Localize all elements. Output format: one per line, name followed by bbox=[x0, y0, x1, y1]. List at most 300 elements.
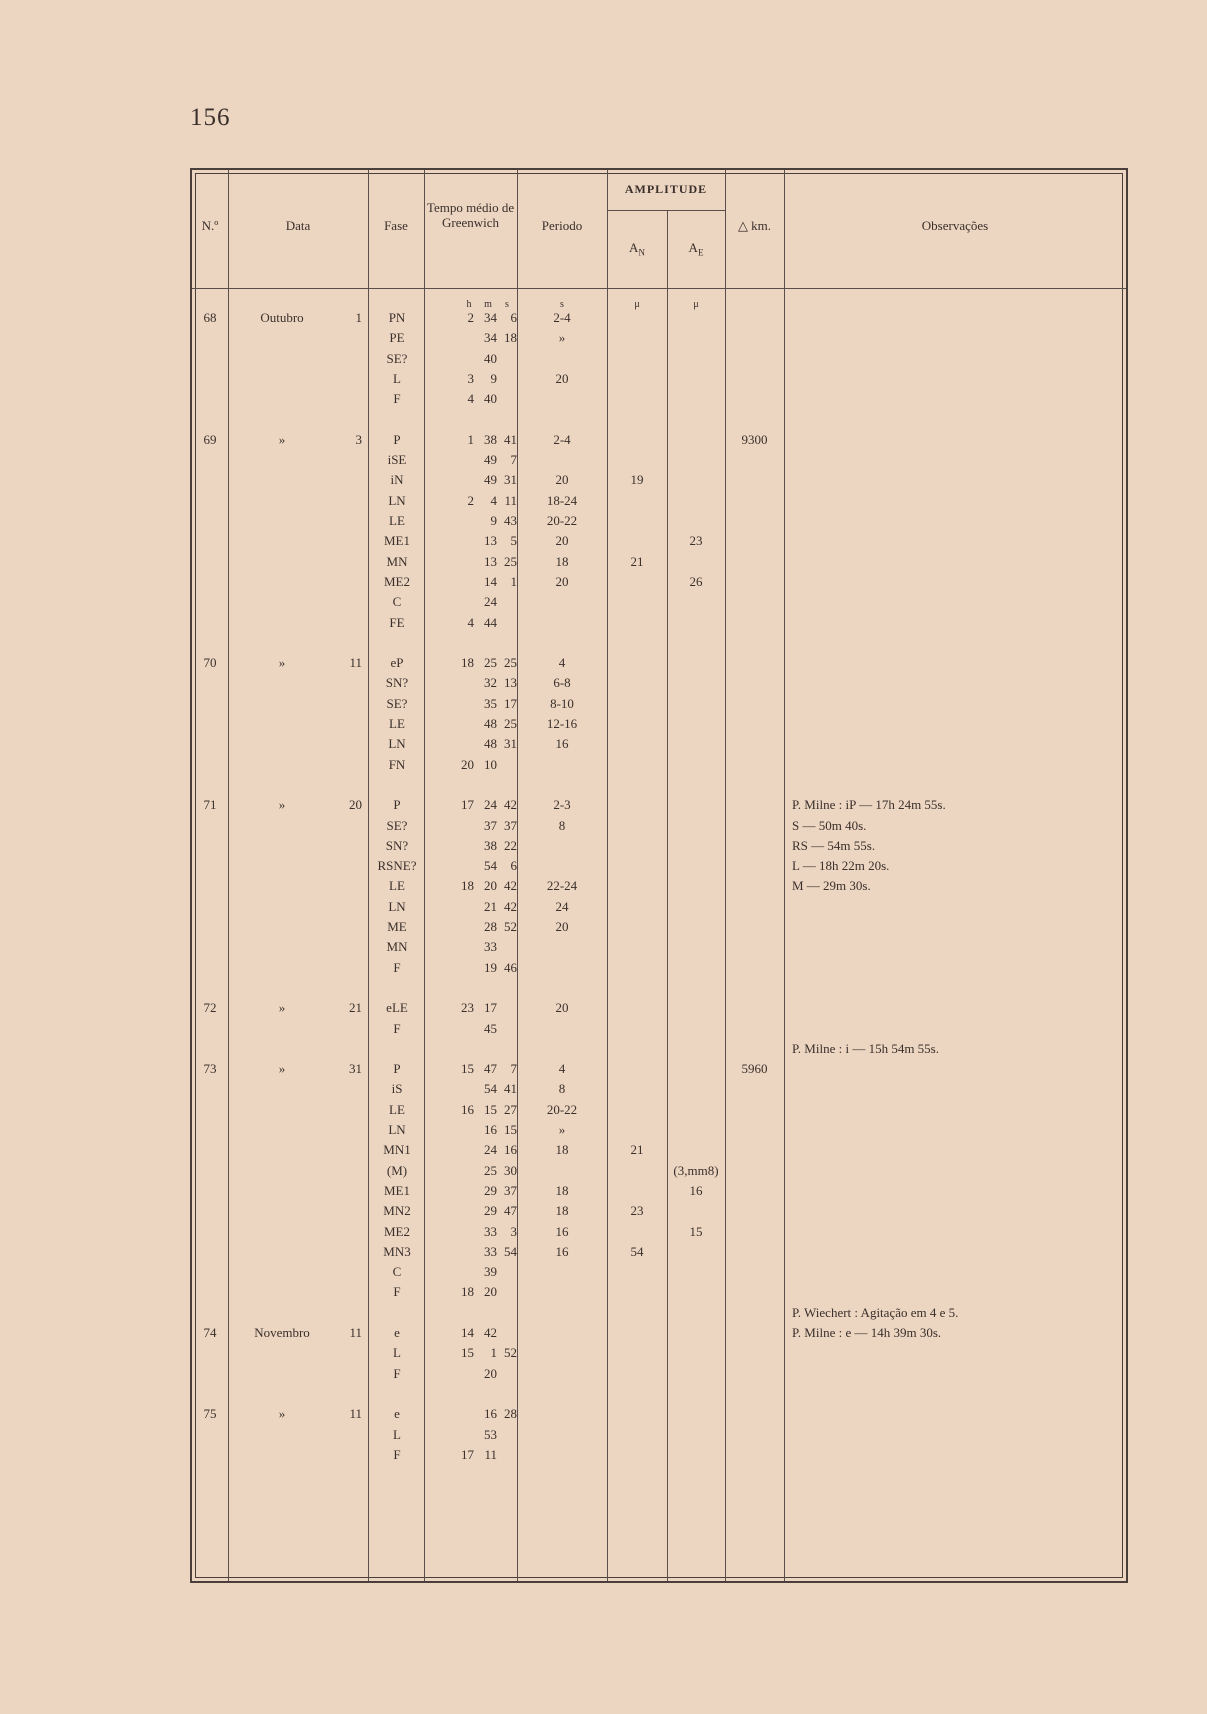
cell-m: 4 bbox=[490, 492, 497, 508]
cell-m: 16 bbox=[484, 1122, 497, 1137]
cell-fase: FE bbox=[389, 614, 405, 630]
table-row bbox=[192, 1140, 784, 1160]
cell-km: 9300 bbox=[741, 431, 768, 447]
cell-m: 28 bbox=[484, 919, 497, 934]
table-row bbox=[192, 349, 784, 369]
cell-s: 46 bbox=[504, 959, 517, 975]
cell-an: 21 bbox=[630, 1142, 644, 1158]
table-row bbox=[192, 1282, 784, 1302]
cell-h: 2 bbox=[467, 492, 474, 508]
cell-h: 23 bbox=[461, 1000, 474, 1016]
cell-h: 14 bbox=[461, 1325, 474, 1340]
cell-s: 7 bbox=[510, 1061, 517, 1077]
table-row bbox=[192, 876, 784, 896]
cell-m: 32 bbox=[484, 675, 497, 691]
cell-fase: RSNE? bbox=[377, 858, 417, 874]
cell-per: 2-3 bbox=[553, 797, 571, 813]
observation-line: L — 18h 22m 20s. bbox=[792, 858, 890, 874]
header-fase: Fase bbox=[384, 218, 408, 233]
cell-s: 28 bbox=[504, 1406, 517, 1422]
cell-m: 29 bbox=[484, 1182, 497, 1198]
cell-fase: e bbox=[394, 1406, 400, 1422]
cell-s: 52 bbox=[504, 919, 517, 934]
cell-mes: Novembro bbox=[254, 1325, 310, 1340]
cell-dia: 1 bbox=[355, 310, 362, 325]
cell-dia: 20 bbox=[349, 797, 362, 813]
cell-no: 69 bbox=[203, 431, 217, 447]
table-row bbox=[192, 470, 784, 490]
cell-fase: F bbox=[393, 1365, 401, 1381]
cell-per: 22-24 bbox=[546, 878, 578, 894]
cell-fase: SE? bbox=[386, 817, 408, 833]
cell-fase: LN bbox=[388, 492, 406, 508]
cell-s: 6 bbox=[510, 310, 517, 325]
cell-h: 16 bbox=[461, 1101, 474, 1117]
table-row bbox=[192, 653, 784, 673]
cell-h: 17 bbox=[461, 797, 474, 813]
cell-an: 23 bbox=[630, 1203, 644, 1219]
cell-fase: C bbox=[392, 1264, 402, 1280]
cell-h: 15 bbox=[461, 1061, 474, 1077]
cell-s: 43 bbox=[504, 513, 517, 528]
cell-m: 25 bbox=[484, 655, 497, 671]
cell-fase: MN2 bbox=[383, 1203, 411, 1219]
cell-fase: F bbox=[393, 391, 401, 407]
cell-no: 68 bbox=[203, 310, 217, 325]
cell-per: 20 bbox=[555, 533, 569, 549]
table-row bbox=[192, 369, 784, 389]
cell-ae: (3,mm8) bbox=[673, 1162, 719, 1178]
cell-h: 4 bbox=[467, 391, 474, 407]
table-row bbox=[192, 673, 784, 693]
cell-per: 20 bbox=[555, 919, 569, 934]
cell-m: 38 bbox=[484, 431, 497, 447]
cell-mes: » bbox=[278, 1061, 286, 1077]
table-row bbox=[192, 1201, 784, 1221]
cell-per: 20 bbox=[555, 472, 569, 488]
cell-per: 2-4 bbox=[553, 431, 571, 447]
table-row bbox=[192, 592, 784, 612]
cell-m: 13 bbox=[484, 533, 497, 549]
cell-fase: LN bbox=[388, 1122, 406, 1137]
table-row bbox=[192, 1181, 784, 1201]
cell-m: 20 bbox=[484, 878, 497, 894]
cell-an: 19 bbox=[630, 472, 644, 488]
cell-m: 40 bbox=[484, 350, 497, 366]
cell-s: 16 bbox=[504, 1142, 517, 1158]
cell-per: 18 bbox=[555, 1203, 569, 1219]
header-an-sub: N bbox=[638, 247, 645, 258]
cell-mes: » bbox=[278, 1000, 286, 1016]
cell-m: 20 bbox=[484, 1365, 497, 1381]
cell-fase: e bbox=[394, 1325, 400, 1340]
cell-fase: P bbox=[393, 1061, 401, 1077]
cell-fase: ME1 bbox=[384, 1182, 410, 1198]
cell-per: » bbox=[558, 1122, 566, 1137]
table-row bbox=[192, 958, 784, 978]
cell-per: 20 bbox=[555, 370, 569, 386]
cell-s: 5 bbox=[510, 533, 517, 549]
cell-m: 29 bbox=[484, 1203, 497, 1219]
table-row bbox=[192, 1120, 784, 1140]
cell-fase: MN3 bbox=[383, 1243, 411, 1259]
cell-no: 71 bbox=[203, 797, 217, 813]
cell-m: 40 bbox=[484, 391, 497, 407]
cell-per: 8 bbox=[558, 817, 566, 833]
cell-h: 4 bbox=[467, 614, 474, 630]
observation-line: P. Milne : iP — 17h 24m 55s. bbox=[792, 797, 946, 813]
cell-s: 41 bbox=[504, 431, 517, 447]
cell-per: 6-8 bbox=[553, 675, 571, 691]
cell-m: 13 bbox=[484, 553, 497, 569]
cell-dia: 31 bbox=[349, 1061, 362, 1077]
cell-h: 20 bbox=[461, 756, 474, 772]
cell-s: 25 bbox=[504, 716, 517, 731]
table-row bbox=[192, 491, 784, 511]
cell-per: 20-22 bbox=[546, 1101, 578, 1117]
cell-m: 21 bbox=[484, 898, 497, 914]
table-row bbox=[192, 531, 784, 551]
table-row bbox=[192, 1364, 784, 1384]
header-ae bbox=[667, 240, 725, 261]
cell-no: 74 bbox=[203, 1325, 217, 1340]
unit-minutes: m bbox=[484, 299, 492, 310]
cell-s: 13 bbox=[504, 675, 517, 691]
cell-per: 24 bbox=[555, 898, 569, 914]
cell-s: 42 bbox=[504, 898, 517, 914]
table-row bbox=[192, 937, 784, 957]
cell-h: 2 bbox=[467, 310, 474, 325]
cell-fase: LE bbox=[389, 716, 405, 731]
table-row bbox=[192, 430, 784, 450]
cell-fase: PN bbox=[388, 310, 406, 325]
cell-m: 49 bbox=[484, 452, 497, 468]
seismic-table bbox=[190, 168, 1128, 1583]
cell-m: 19 bbox=[484, 959, 497, 975]
table-row bbox=[192, 1425, 784, 1445]
cell-per: 20 bbox=[555, 1000, 569, 1016]
cell-fase: (M) bbox=[386, 1162, 408, 1178]
header-amplitude: AMPLITUDE bbox=[624, 182, 708, 196]
cell-per: 20 bbox=[555, 573, 569, 589]
table-row bbox=[192, 856, 784, 876]
cell-s: 37 bbox=[504, 817, 517, 833]
header-periodo: Periodo bbox=[541, 218, 583, 233]
cell-s: 11 bbox=[504, 492, 517, 508]
cell-m: 9 bbox=[490, 513, 497, 528]
header-an-letter: A bbox=[629, 240, 639, 255]
cell-ae: 26 bbox=[689, 573, 703, 589]
cell-fase: LE bbox=[389, 878, 405, 894]
cell-m: 10 bbox=[484, 756, 497, 772]
observation-line: P. Milne : i — 15h 54m 55s. bbox=[792, 1040, 939, 1056]
table-row bbox=[192, 755, 784, 775]
cell-fase: L bbox=[393, 1426, 401, 1442]
cell-fase: C bbox=[392, 594, 402, 610]
cell-fase: PE bbox=[389, 330, 405, 346]
cell-m: 11 bbox=[484, 1446, 497, 1462]
cell-s: 42 bbox=[504, 878, 517, 894]
unit-period: s bbox=[560, 299, 564, 310]
cell-s: 17 bbox=[504, 695, 517, 711]
table-row bbox=[192, 1262, 784, 1282]
cell-dia: 11 bbox=[349, 1325, 362, 1340]
cell-m: 33 bbox=[484, 1243, 497, 1259]
cell-m: 54 bbox=[484, 858, 497, 874]
cell-m: 48 bbox=[484, 736, 497, 752]
cell-per: 16 bbox=[555, 736, 569, 752]
unit-hours: h bbox=[466, 299, 472, 310]
table-row bbox=[192, 1100, 784, 1120]
header-ae-sub: E bbox=[697, 247, 704, 258]
cell-fase: LN bbox=[388, 898, 406, 914]
cell-h: 18 bbox=[461, 655, 474, 671]
cell-m: 33 bbox=[484, 1223, 497, 1239]
unit-ae: μ bbox=[693, 299, 699, 310]
cell-fase: P bbox=[393, 797, 401, 813]
cell-fase: ME1 bbox=[384, 533, 410, 549]
cell-m: 45 bbox=[484, 1020, 497, 1036]
cell-fase: F bbox=[393, 1284, 401, 1300]
cell-no: 70 bbox=[203, 655, 217, 671]
cell-per: 4 bbox=[558, 655, 566, 671]
cell-m: 14 bbox=[484, 573, 497, 589]
cell-s: 6 bbox=[510, 858, 517, 874]
table-row bbox=[192, 1079, 784, 1099]
cell-m: 44 bbox=[484, 614, 497, 630]
cell-dia: 11 bbox=[349, 1406, 362, 1422]
cell-s: 47 bbox=[504, 1203, 517, 1219]
table-row bbox=[192, 897, 784, 917]
observation-line: S — 50m 40s. bbox=[792, 817, 867, 833]
cell-an: 21 bbox=[630, 553, 644, 569]
cell-s: 25 bbox=[504, 553, 517, 569]
cell-h: 18 bbox=[461, 878, 474, 894]
page-number: 156 bbox=[190, 104, 231, 131]
table-row bbox=[192, 613, 784, 633]
cell-per: 8 bbox=[558, 1081, 566, 1097]
header-an bbox=[607, 240, 667, 261]
cell-no: 75 bbox=[203, 1406, 217, 1422]
cell-m: 53 bbox=[484, 1426, 497, 1442]
cell-fase: LN bbox=[388, 736, 406, 752]
cell-fase: ME2 bbox=[384, 1223, 410, 1239]
cell-no: 73 bbox=[203, 1061, 217, 1077]
cell-km: 5960 bbox=[741, 1061, 768, 1077]
table-row bbox=[192, 572, 784, 592]
header-no: N.º bbox=[201, 218, 219, 233]
header-ae-letter: A bbox=[688, 240, 698, 255]
cell-per: 18-24 bbox=[546, 492, 578, 508]
observation-line: M — 29m 30s. bbox=[792, 878, 871, 894]
unit-an: μ bbox=[634, 299, 640, 310]
cell-fase: F bbox=[393, 959, 401, 975]
cell-m: 42 bbox=[484, 1325, 497, 1340]
cell-s: 31 bbox=[504, 472, 517, 488]
cell-s: 30 bbox=[504, 1162, 517, 1178]
table-row bbox=[192, 450, 784, 470]
table-row bbox=[192, 836, 784, 856]
cell-s: 1 bbox=[510, 573, 517, 589]
table-row bbox=[192, 714, 784, 734]
table-row bbox=[192, 816, 784, 836]
cell-dia: 11 bbox=[349, 655, 362, 671]
cell-m: 47 bbox=[484, 1061, 497, 1077]
cell-fase: MN bbox=[386, 939, 408, 955]
cell-per: 2-4 bbox=[553, 310, 571, 325]
cell-per: 18 bbox=[555, 1182, 569, 1198]
table-row bbox=[192, 1019, 784, 1039]
cell-fase: SN? bbox=[385, 837, 409, 853]
cell-m: 24 bbox=[484, 594, 497, 610]
cell-per: 18 bbox=[555, 1142, 569, 1158]
cell-ae: 16 bbox=[689, 1182, 703, 1198]
cell-m: 34 bbox=[484, 310, 497, 325]
cell-per: 20-22 bbox=[546, 513, 578, 528]
cell-h: 1 bbox=[467, 431, 474, 447]
cell-fase: eLE bbox=[386, 1000, 408, 1016]
cell-m: 48 bbox=[484, 716, 497, 731]
table-row bbox=[192, 694, 784, 714]
cell-s: 41 bbox=[504, 1081, 517, 1097]
cell-per: 4 bbox=[558, 1061, 566, 1077]
table-row bbox=[192, 1161, 784, 1181]
table-row bbox=[192, 1323, 784, 1343]
cell-m: 24 bbox=[484, 797, 497, 813]
amplitude-rule bbox=[607, 210, 725, 211]
cell-an: 54 bbox=[630, 1243, 644, 1259]
cell-fase: ME bbox=[387, 919, 407, 934]
cell-per: 16 bbox=[555, 1223, 569, 1239]
table-row bbox=[192, 917, 784, 937]
header-km: △ km. bbox=[737, 218, 772, 233]
table-row bbox=[192, 734, 784, 754]
cell-h: 17 bbox=[461, 1446, 474, 1462]
cell-fase: ME2 bbox=[384, 573, 410, 589]
cell-m: 16 bbox=[484, 1406, 497, 1422]
cell-s: 3 bbox=[510, 1223, 517, 1239]
cell-m: 20 bbox=[484, 1284, 497, 1300]
header-tempo: Tempo médio de Greenwich bbox=[426, 200, 515, 230]
cell-mes: » bbox=[278, 797, 286, 813]
header-obs: Observações bbox=[921, 218, 989, 233]
cell-fase: F bbox=[393, 1446, 401, 1462]
table-row bbox=[192, 1404, 784, 1424]
table-row bbox=[192, 511, 784, 531]
cell-mes: » bbox=[278, 655, 286, 671]
cell-s: 27 bbox=[504, 1101, 517, 1117]
cell-m: 33 bbox=[484, 939, 497, 955]
cell-fase: SE? bbox=[386, 350, 408, 366]
cell-fase: MN1 bbox=[383, 1142, 411, 1158]
cell-s: 18 bbox=[504, 330, 517, 346]
cell-no: 72 bbox=[203, 1000, 217, 1016]
table-row bbox=[192, 1343, 784, 1363]
cell-mes: Outubro bbox=[260, 310, 304, 325]
cell-mes: » bbox=[278, 1406, 286, 1422]
cell-s: 31 bbox=[504, 736, 517, 752]
cell-fase: F bbox=[393, 1020, 401, 1036]
cell-h: 3 bbox=[467, 370, 474, 386]
cell-fase: P bbox=[393, 431, 401, 447]
table-row bbox=[192, 328, 784, 348]
table-row bbox=[192, 1059, 784, 1079]
cell-s: 7 bbox=[510, 452, 517, 468]
cell-s: 42 bbox=[504, 797, 517, 813]
observation-line: P. Milne : e — 14h 39m 30s. bbox=[792, 1325, 942, 1340]
cell-mes: » bbox=[278, 431, 286, 447]
table-row bbox=[192, 1445, 784, 1465]
cell-fase: iS bbox=[391, 1081, 403, 1097]
observation-line: RS — 54m 55s. bbox=[792, 837, 876, 853]
cell-fase: SN? bbox=[385, 675, 409, 691]
cell-fase: L bbox=[393, 370, 401, 386]
cell-fase: L bbox=[393, 1345, 401, 1361]
unit-seconds: s bbox=[505, 299, 509, 310]
cell-s: 52 bbox=[504, 1345, 517, 1361]
cell-s: 37 bbox=[504, 1182, 517, 1198]
cell-m: 38 bbox=[484, 837, 497, 853]
cell-per: 16 bbox=[555, 1243, 569, 1259]
table-row bbox=[192, 389, 784, 409]
cell-s: 54 bbox=[504, 1243, 517, 1259]
cell-m: 24 bbox=[484, 1142, 497, 1158]
cell-per: 18 bbox=[555, 553, 569, 569]
cell-per: » bbox=[558, 330, 566, 346]
cell-m: 9 bbox=[490, 370, 497, 386]
header-data: Data bbox=[285, 218, 311, 233]
cell-fase: FN bbox=[388, 756, 406, 772]
col-rule-km bbox=[784, 170, 785, 1581]
cell-dia: 3 bbox=[355, 431, 362, 447]
table-row bbox=[192, 552, 784, 572]
cell-m: 17 bbox=[484, 1000, 497, 1016]
table-row bbox=[192, 308, 784, 328]
cell-h: 18 bbox=[461, 1284, 474, 1300]
cell-per: 12-16 bbox=[546, 716, 578, 731]
cell-s: 15 bbox=[504, 1122, 517, 1137]
cell-fase: LE bbox=[389, 1101, 405, 1117]
header-bottom-rule bbox=[192, 288, 1126, 289]
cell-fase: SE? bbox=[386, 695, 408, 711]
cell-ae: 15 bbox=[689, 1223, 703, 1239]
cell-fase: LE bbox=[389, 513, 405, 528]
cell-m: 54 bbox=[484, 1081, 497, 1097]
cell-per: 8-10 bbox=[550, 695, 574, 711]
table-row bbox=[192, 998, 784, 1018]
cell-m: 15 bbox=[484, 1101, 497, 1117]
cell-s: 25 bbox=[504, 655, 517, 671]
cell-m: 37 bbox=[484, 817, 497, 833]
cell-m: 49 bbox=[484, 472, 497, 488]
cell-fase: MN bbox=[386, 553, 408, 569]
table-row bbox=[192, 1242, 784, 1262]
cell-fase: iN bbox=[390, 472, 404, 488]
cell-h: 15 bbox=[461, 1345, 474, 1361]
cell-m: 35 bbox=[484, 695, 497, 711]
cell-fase: eP bbox=[390, 655, 404, 671]
cell-s: 22 bbox=[504, 837, 517, 853]
cell-m: 1 bbox=[490, 1345, 497, 1361]
cell-ae: 23 bbox=[689, 533, 703, 549]
cell-m: 25 bbox=[484, 1162, 497, 1178]
observation-line: P. Wiechert : Agitação em 4 e 5. bbox=[792, 1304, 959, 1320]
cell-m: 34 bbox=[484, 330, 497, 346]
table-row bbox=[192, 795, 784, 815]
table-row bbox=[192, 1222, 784, 1242]
cell-fase: iSE bbox=[387, 452, 407, 468]
cell-m: 39 bbox=[484, 1264, 497, 1280]
